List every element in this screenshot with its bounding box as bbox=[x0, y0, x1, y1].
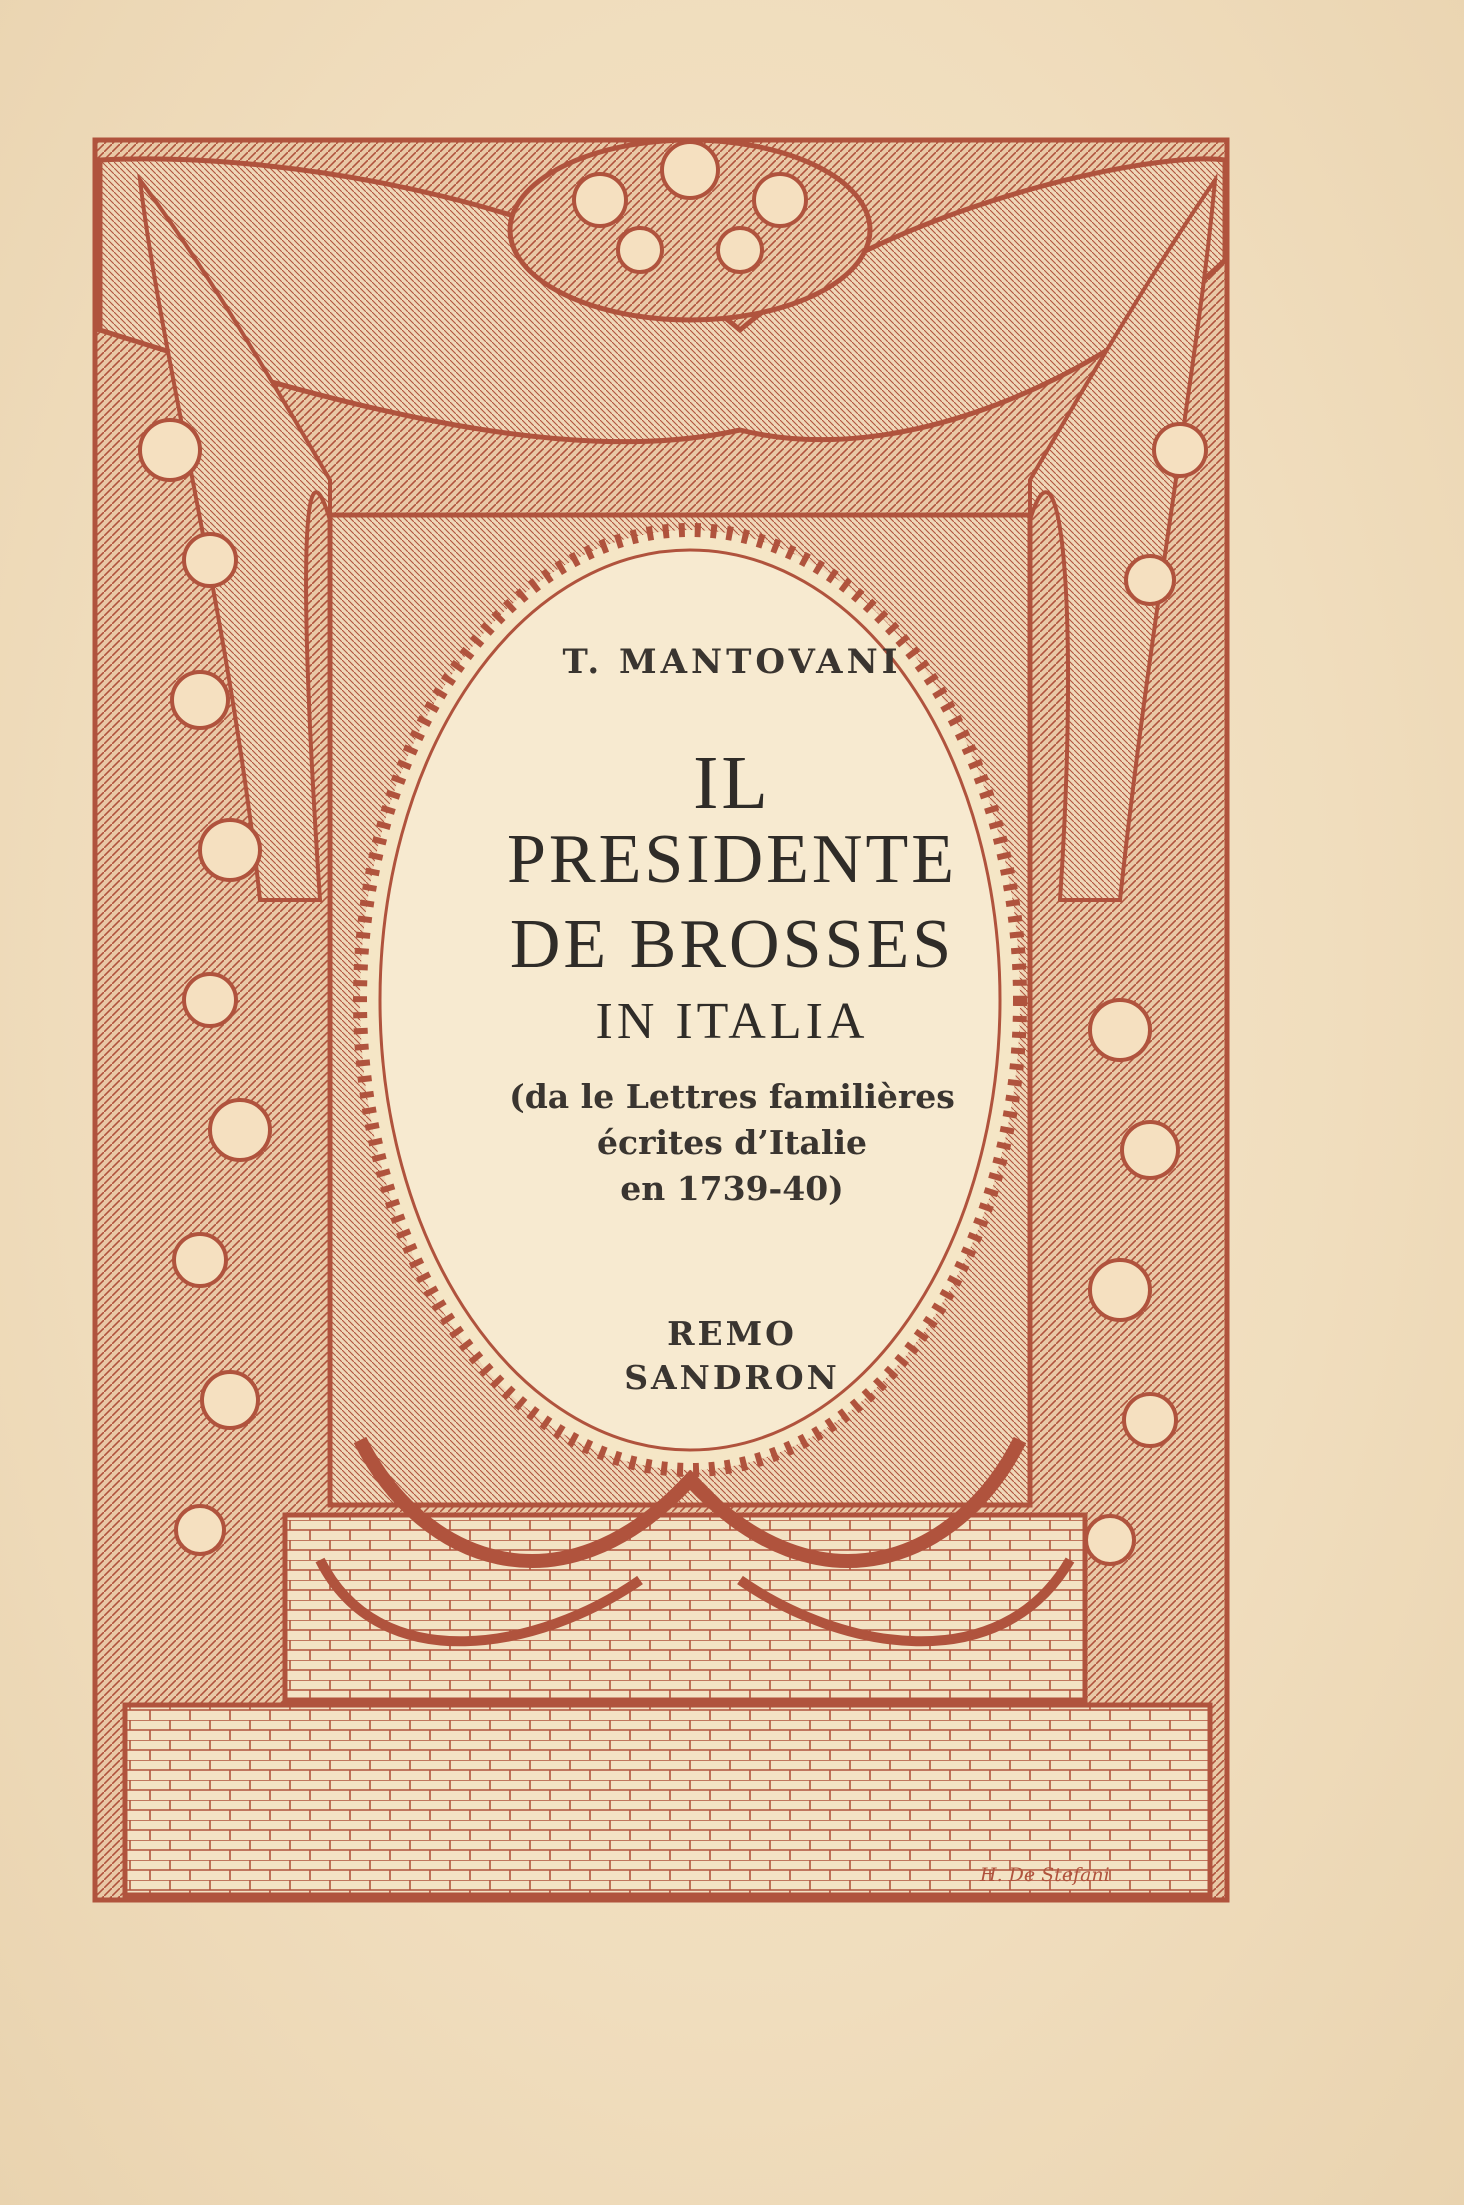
publisher-line-1: REMO bbox=[667, 1314, 797, 1353]
subtitle-line-2: écrites d’Italie bbox=[596, 1123, 867, 1162]
author-name: T. MANTOVANI bbox=[562, 642, 902, 682]
upper-plinth bbox=[285, 1515, 1085, 1700]
subtitle-line-3: en 1739-40) bbox=[620, 1169, 844, 1208]
subtitle-line-1: (da le Lettres familières bbox=[509, 1077, 955, 1116]
title-line-1: IL bbox=[693, 741, 771, 825]
title-line-3: DE BROSSES bbox=[509, 906, 955, 983]
engraver-signature: H. De Stefani bbox=[980, 1864, 1110, 1886]
title-line-2: PRESIDENTE bbox=[507, 821, 957, 898]
title-line-4: IN ITALIA bbox=[595, 993, 869, 1050]
publisher-line-2: SANDRON bbox=[624, 1358, 840, 1397]
